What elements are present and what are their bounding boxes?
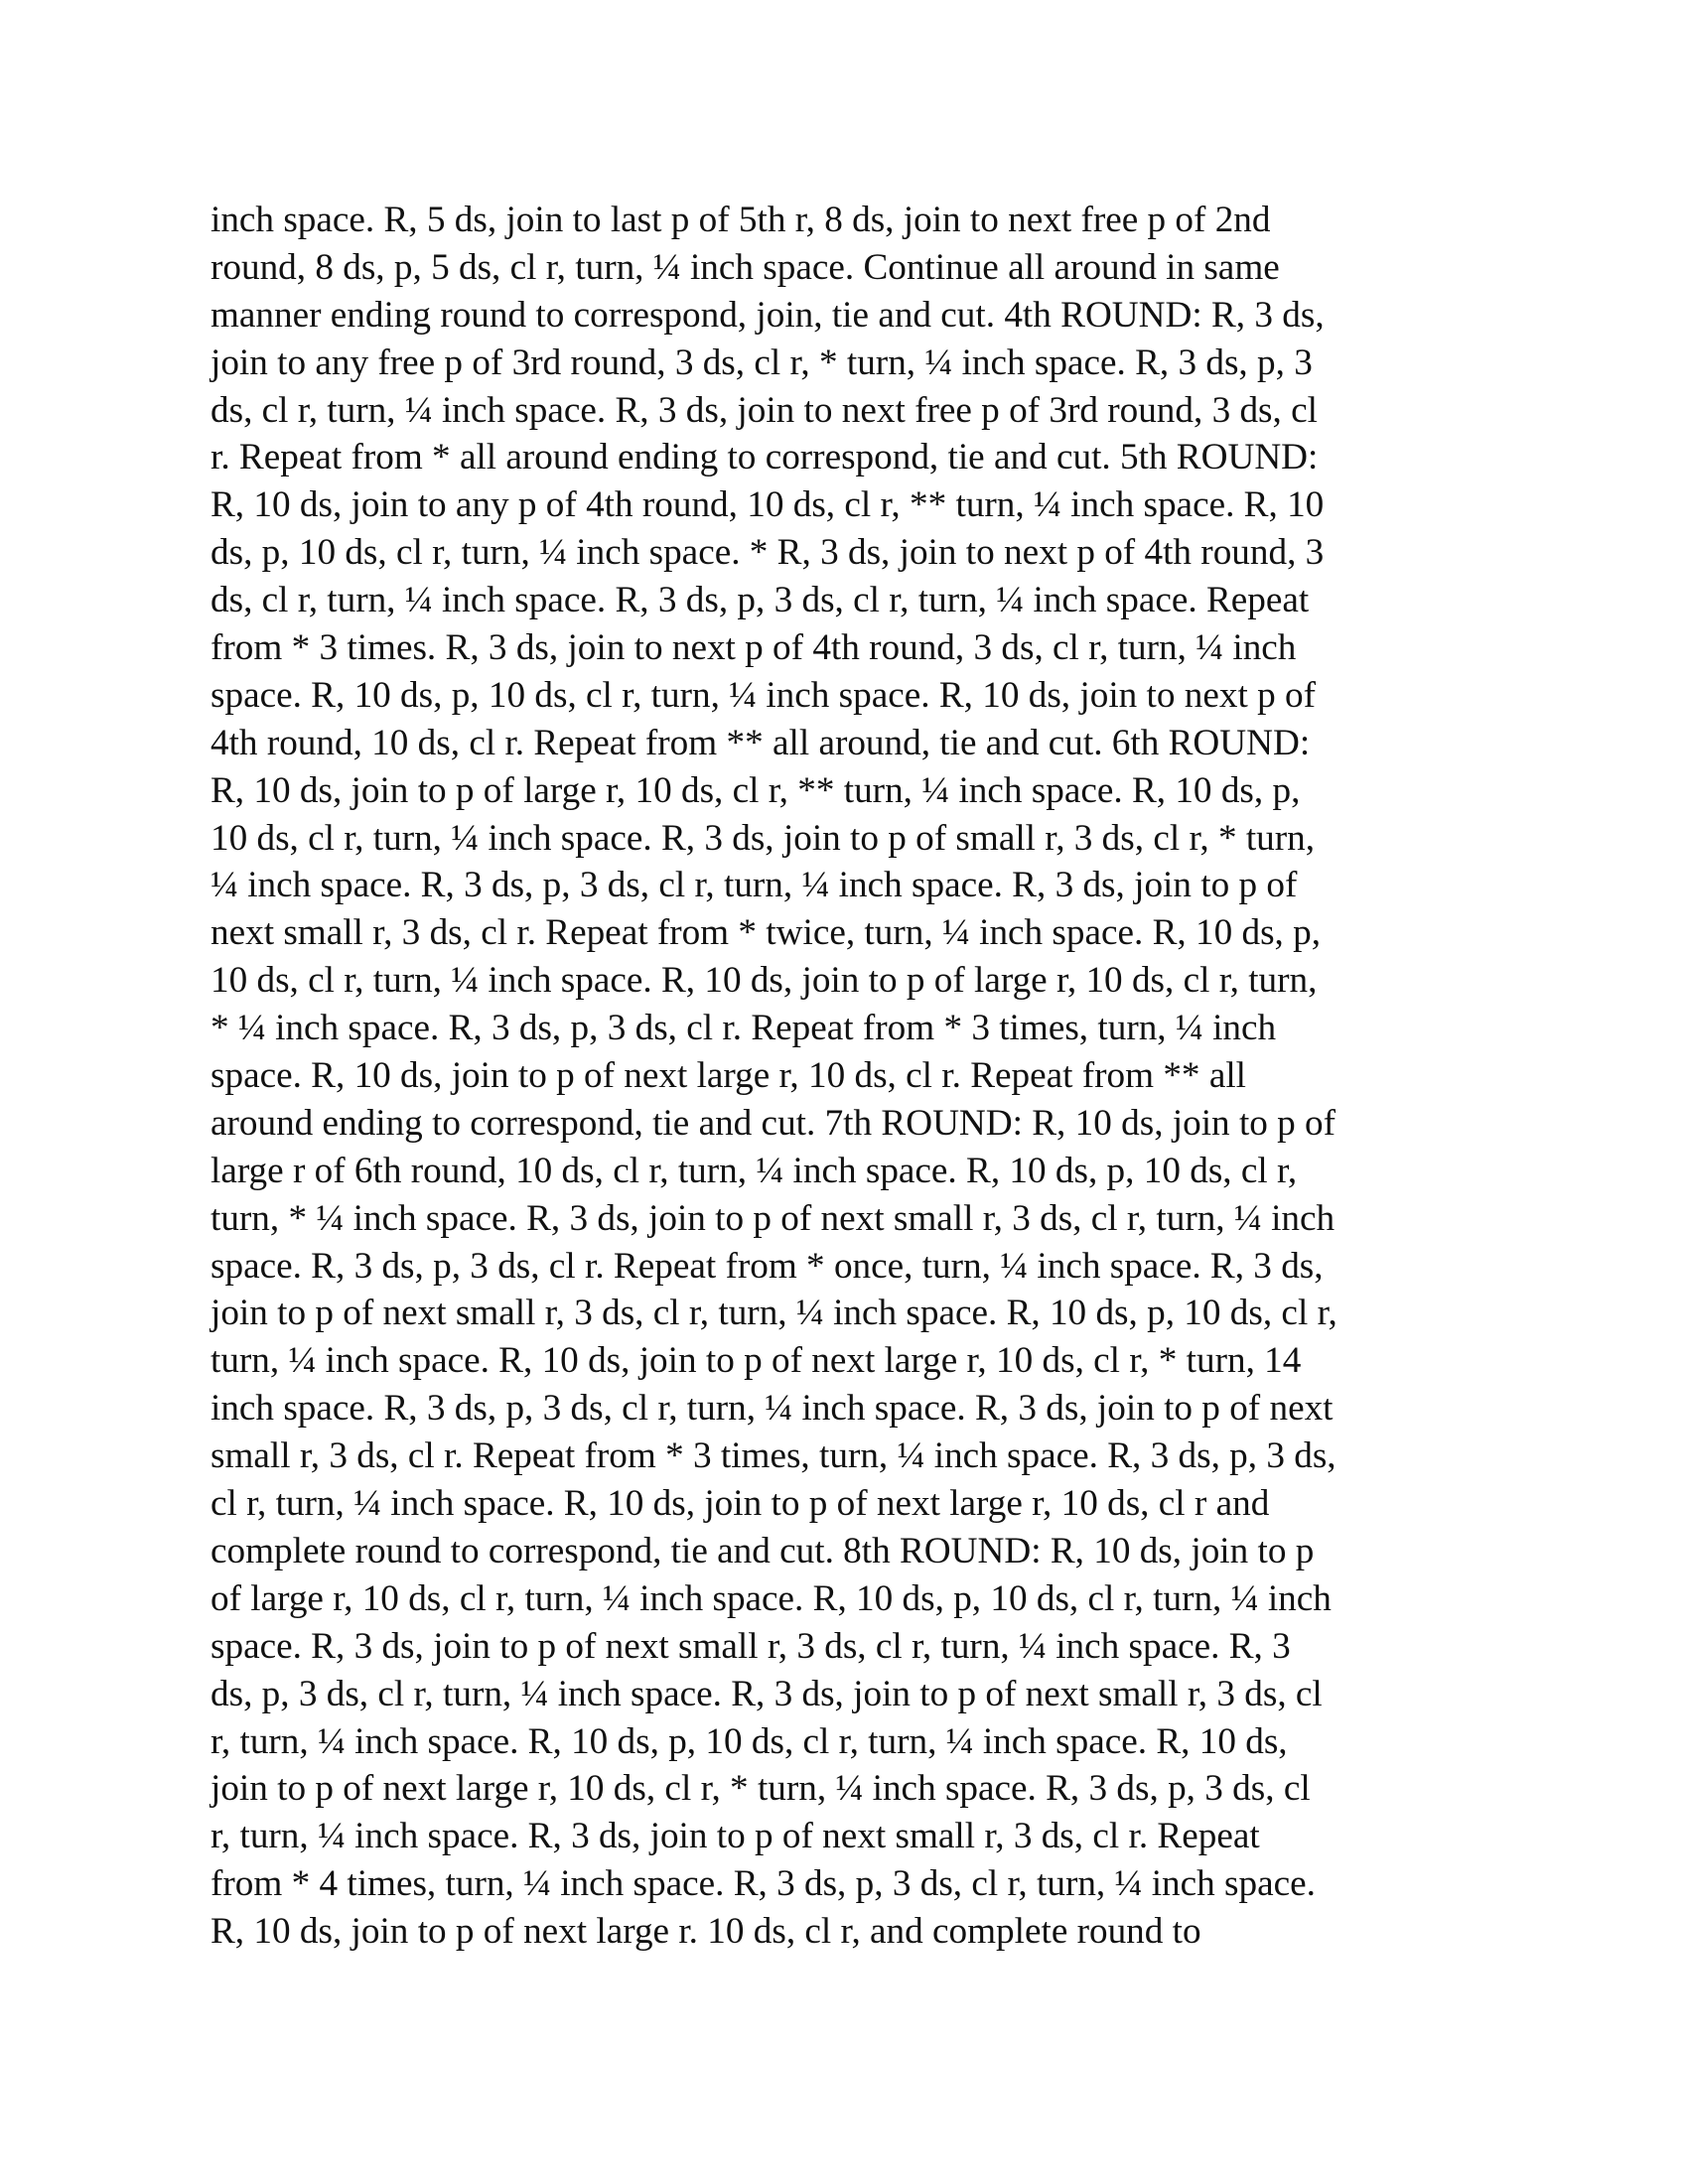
- text-line: join to p of next small r, 3 ds, cl r, turn, ¼ inch space. R, 10 ds, p, 10 ds, cl r,: [211, 1293, 1337, 1334]
- text-line: space. R, 3 ds, p, 3 ds, cl r. Repeat from * once, turn, ¼ inch space. R, 3 ds,: [211, 1245, 1324, 1287]
- text-line: complete round to correspond, tie and cut. 8th ROUND: R, 10 ds, join to p: [211, 1530, 1315, 1571]
- text-line: space. R, 10 ds, p, 10 ds, cl r, turn, ¼ inch space. R, 10 ds, join to next p of: [211, 674, 1316, 716]
- text-line: turn, * ¼ inch space. R, 3 ds, join to p of next small r, 3 ds, cl r, turn, ¼ inch: [211, 1197, 1336, 1239]
- text-line: from * 4 times, turn, ¼ inch space. R, 3 ds, p, 3 ds, cl r, turn, ¼ inch space.: [211, 1863, 1316, 1905]
- text-line: cl r, turn, ¼ inch space. R, 10 ds, join to p of next large r, 10 ds, cl r and: [211, 1483, 1270, 1525]
- text-line: r, turn, ¼ inch space. R, 3 ds, join to p of next small r, 3 ds, cl r. Repeat: [211, 1816, 1260, 1857]
- text-line: ds, cl r, turn, ¼ inch space. R, 3 ds, join to next free p of 3rd round, 3 ds, cl: [211, 389, 1318, 431]
- text-line: round, 8 ds, p, 5 ds, cl r, turn, ¼ inch space. Continue all around in same: [211, 246, 1280, 288]
- text-line: join to p of next large r, 10 ds, cl r, * turn, ¼ inch space. R, 3 ds, p, 3 ds, cl: [211, 1768, 1311, 1810]
- text-line: turn, ¼ inch space. R, 10 ds, join to p of next large r, 10 ds, cl r, * turn, 14: [211, 1340, 1302, 1382]
- text-line: R, 10 ds, join to any p of 4th round, 10 ds, cl r, ** turn, ¼ inch space. R, 10: [211, 484, 1325, 526]
- text-line: R, 10 ds, join to p of next large r. 10 ds, cl r, and complete round to: [211, 1911, 1201, 1953]
- text-line: around ending to correspond, tie and cut. 7th ROUND: R, 10 ds, join to p of: [211, 1102, 1336, 1144]
- text-line: r, turn, ¼ inch space. R, 10 ds, p, 10 ds, cl r, turn, ¼ inch space. R, 10 ds,: [211, 1720, 1288, 1762]
- text-line: 4th round, 10 ds, cl r. Repeat from ** all around, tie and cut. 6th ROUND:: [211, 722, 1311, 763]
- text-line: small r, 3 ds, cl r. Repeat from * 3 times, turn, ¼ inch space. R, 3 ds, p, 3 ds,: [211, 1435, 1336, 1477]
- text-line: join to any free p of 3rd round, 3 ds, cl r, * turn, ¼ inch space. R, 3 ds, p, 3: [211, 341, 1313, 383]
- text-line: * ¼ inch space. R, 3 ds, p, 3 ds, cl r. Repeat from * 3 times, turn, ¼ inch: [211, 1008, 1277, 1049]
- text-line: r. Repeat from * all around ending to correspond, tie and cut. 5th ROUND:: [211, 437, 1319, 478]
- text-line: R, 10 ds, join to p of large r, 10 ds, cl r, ** turn, ¼ inch space. R, 10 ds, p,: [211, 769, 1301, 811]
- text-line: space. R, 10 ds, join to p of next large r, 10 ds, cl r. Repeat from ** all: [211, 1055, 1246, 1097]
- instructions-paragraph: [211, 197, 1491, 1956]
- text-line: inch space. R, 5 ds, join to last p of 5th r, 8 ds, join to next free p of 2nd: [211, 200, 1271, 240]
- text-line: ds, p, 10 ds, cl r, turn, ¼ inch space. * R, 3 ds, join to next p of 4th round, 3: [211, 532, 1325, 574]
- text-line: of large r, 10 ds, cl r, turn, ¼ inch space. R, 10 ds, p, 10 ds, cl r, turn, ¼ inch: [211, 1577, 1332, 1619]
- text-line: ds, cl r, turn, ¼ inch space. R, 3 ds, p, 3 ds, cl r, turn, ¼ inch space. Repeat: [211, 580, 1310, 621]
- text-line: 10 ds, cl r, turn, ¼ inch space. R, 10 ds, join to p of large r, 10 ds, cl r, turn,: [211, 960, 1318, 1002]
- text-line: manner ending round to correspond, join, tie and cut. 4th ROUND: R, 3 ds,: [211, 294, 1325, 336]
- text-line: ds, p, 3 ds, cl r, turn, ¼ inch space. R, 3 ds, join to p of next small r, 3 ds, cl: [211, 1673, 1323, 1714]
- text-line: large r of 6th round, 10 ds, cl r, turn, ¼ inch space. R, 10 ds, p, 10 ds, cl r,: [211, 1150, 1298, 1191]
- text-line: 10 ds, cl r, turn, ¼ inch space. R, 3 ds, join to p of small r, 3 ds, cl r, * turn,: [211, 817, 1316, 859]
- text-line: space. R, 3 ds, join to p of next small r, 3 ds, cl r, turn, ¼ inch space. R, 3: [211, 1625, 1291, 1667]
- text-line: next small r, 3 ds, cl r. Repeat from * twice, turn, ¼ inch space. R, 10 ds, p,: [211, 912, 1322, 954]
- text-line: inch space. R, 3 ds, p, 3 ds, cl r, turn, ¼ inch space. R, 3 ds, join to p of next: [211, 1388, 1334, 1430]
- text-line: ¼ inch space. R, 3 ds, p, 3 ds, cl r, turn, ¼ inch space. R, 3 ds, join to p of: [211, 865, 1298, 906]
- text-line: from * 3 times. R, 3 ds, join to next p of 4th round, 3 ds, cl r, turn, ¼ inch: [211, 627, 1297, 669]
